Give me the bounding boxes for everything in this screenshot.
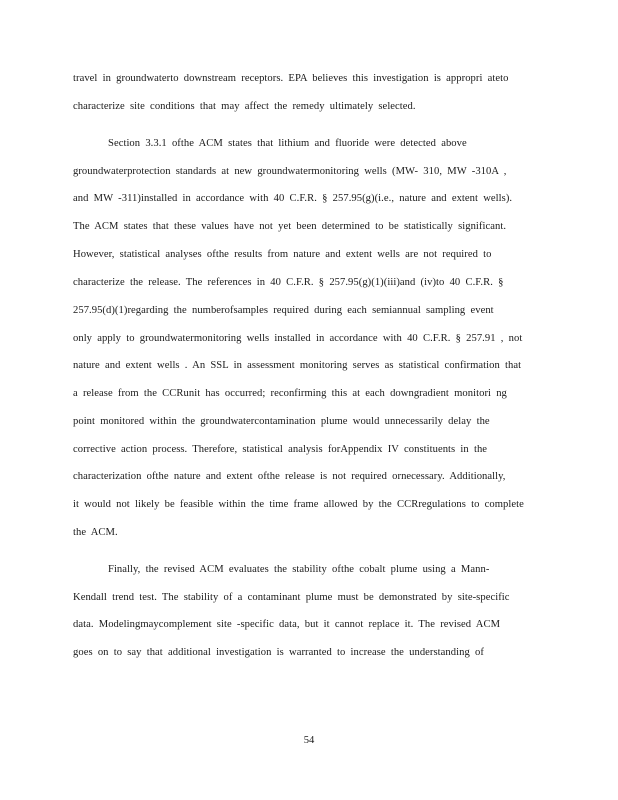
text-line: The ACM states that these values have not yet been determined to be statistically significant. — [73, 221, 507, 232]
text-line: data. Modelingmaycomplement site -specific data, but it cannot replace it. The revised ACM — [73, 619, 501, 630]
text-line: Section 3.3.1 ofthe ACM states that lithium and fluoride were detected above — [108, 138, 467, 149]
text-line: corrective action process. Therefore, statistical analysis forAppendix IV constituents in the — [73, 444, 488, 455]
text-line: characterize site conditions that may affect the remedy ultimately selected. — [73, 101, 416, 112]
text-line: 257.95(d)(1)regarding the numberofsamples required during each semiannual sampling event — [73, 305, 494, 316]
text-line: Finally, the revised ACM evaluates the stability ofthe cobalt plume using a Mann- — [108, 564, 490, 575]
text-line: travel in groundwaterto downstream receptors. EPA believes this investigation is appropri ateto — [73, 73, 509, 84]
text-line: Kendall trend test. The stability of a contaminant plume must be demonstrated by site-specific — [73, 592, 510, 603]
text-line: point monitored within the groundwatercontamination plume would unnecessarily delay the — [73, 416, 490, 427]
text-line: the ACM. — [73, 527, 118, 538]
text-line: characterization ofthe nature and extent ofthe release is not required ornecessary. Additionally, — [73, 471, 506, 482]
text-line: characterize the release. The references in 40 C.F.R. § 257.95(g)(1)(iii)and (iv)to 40 C.F.R. § — [73, 277, 504, 288]
text-line: However, statistical analyses ofthe results from nature and extent wells are not required to — [73, 249, 492, 260]
page-number: 54 — [303, 735, 315, 746]
text-line: groundwaterprotection standards at new groundwatermonitoring wells (MW- 310, MW -310A , — [73, 166, 507, 177]
text-line: only apply to groundwatermonitoring wells installed in accordance with 40 C.F.R. § 257.91 , not — [73, 333, 523, 344]
text-line: goes on to say that additional investigation is warranted to increase the understanding of — [73, 647, 484, 658]
text-line: it would not likely be feasible within the time frame allowed by the CCRregulations to complete — [73, 499, 524, 510]
text-line: a release from the CCRunit has occurred; reconfirming this at each downgradient monitori ng — [73, 388, 507, 399]
text-line: nature and extent wells . An SSL in assessment monitoring serves as statistical confirmation that — [73, 360, 522, 371]
text-line: and MW -311)installed in accordance with 40 C.F.R. § 257.95(g)(i.e., nature and extent wells). — [73, 193, 513, 204]
